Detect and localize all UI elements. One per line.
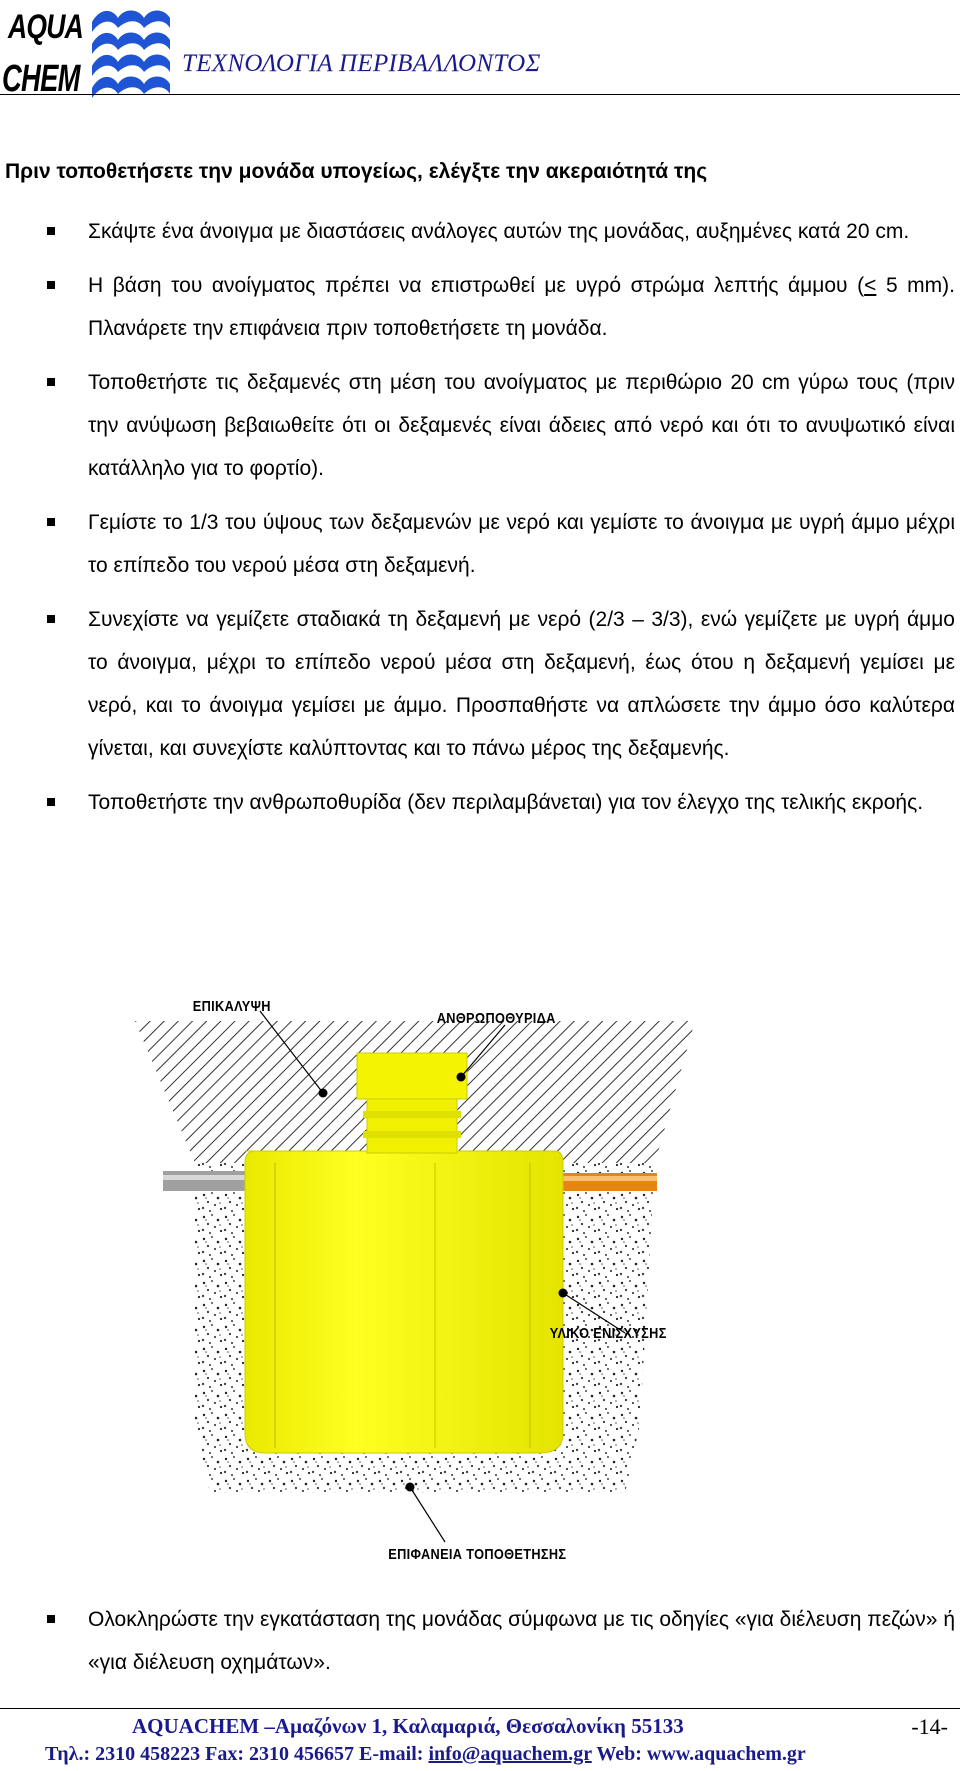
footer-phone-fax: Τηλ.: 2310 458223 Fax: 2310 456657 E-mail: <box>45 1743 429 1765</box>
email-link[interactable]: info@aquachem.gr <box>428 1743 592 1765</box>
list-item <box>0 598 960 770</box>
list-item <box>0 501 960 587</box>
bullet-icon <box>47 798 55 806</box>
outlet-pipe <box>555 1173 657 1191</box>
footer-web: Web: www.aquachem.gr <box>591 1743 806 1765</box>
manhole-cover <box>357 1053 467 1099</box>
final-instruction <box>0 1598 960 1695</box>
label-cover: ΕΠΙΚΑΛΥΨΗ <box>192 996 271 1015</box>
label-backfill: ΥΛΙΚΟ ΕΝΙΣΧΥΣΗΣ <box>549 1323 667 1342</box>
bullet-icon <box>47 227 55 235</box>
item-text: Τοποθετήστε την ανθρωποθυρίδα (δεν περιλαμβάνεται) για τον έλεγχο της τελικής εκροής. <box>88 791 924 814</box>
item-text: Ολοκληρώστε την εγκατάσταση της μονάδας σύμφωνα με τις οδηγίες «για διέλευση πεζών» ή «για διέλευση οχημάτων». <box>88 1608 955 1674</box>
footer-contact <box>45 1743 806 1766</box>
list-item <box>0 264 960 350</box>
item-text-part: Η βάση του ανοίγματος πρέπει να επιστρωθεί με υγρό στρώμα λεπτής άμμου ( <box>88 274 865 297</box>
footer-divider <box>0 1708 960 1709</box>
item-text: Γεμίστε το 1/3 του ύψους των δεξαμενών με νερό και γεμίστε το άνοιγμα με υγρή άμμο μέχρι το επίπεδο του νερού μέσα στη δεξαμενή. <box>88 511 955 577</box>
logo-text-bottom: CHEM <box>2 58 80 100</box>
bullet-icon <box>47 1615 55 1623</box>
list-item <box>0 781 960 824</box>
bullet-icon <box>47 281 55 289</box>
aquachem-logo <box>2 6 172 98</box>
item-text-part: 5 mm). Πλανάρετε την επιφάνεια πριν τοποθετήσετε τη μονάδα. <box>88 274 955 340</box>
label-manhole: ΑΝΘΡΩΠΟΘΥΡΙΔΑ <box>436 1008 556 1027</box>
installation-diagram <box>135 993 695 1580</box>
inlet-pipe <box>163 1171 248 1191</box>
page-number: -14- <box>911 1714 948 1739</box>
tank-body <box>245 1151 563 1453</box>
bullet-icon <box>47 615 55 623</box>
bullet-icon <box>47 378 55 386</box>
item-text: Σκάψτε ένα άνοιγμα με διαστάσεις ανάλογες αυτών της μονάδας, αυξημένες κατά 20 cm. <box>88 220 910 243</box>
list-item <box>0 1598 960 1684</box>
footer-address: AQUACHEM –Αμαζόνων 1, Καλαμαριά, Θεσσαλονίκη 55133 <box>132 1714 684 1738</box>
list-item <box>0 361 960 490</box>
waves-logo-icon <box>86 8 172 100</box>
manhole-neck <box>367 1095 457 1153</box>
item-text: Τοποθετήστε τις δεξαμενές στη μέση του ανοίγματος με περιθώριο 20 cm γύρω τους (πριν την ανύψωση βεβαιωθείτε ότι οι δεξαμενές είναι άδειες από νερό και ότι το ανυψωτικό είναι κατάλληλο για το φορτίο). <box>88 371 955 480</box>
label-base: ΕΠΙΦΑΝΕΙΑ ΤΟΠΟΘΕΤΗΣΗΣ <box>388 1544 567 1563</box>
item-text: Συνεχίστε να γεμίζετε σταδιακά τη δεξαμενή με νερό (2/3 – 3/3), ενώ γεμίζετε με υγρή άμμο το άνοιγμα, μέχρι το επίπεδο νερού μέσα στη δεξαμενή, έως ότου η δεξαμενή γεμίσει με νερό, και το άνοιγμα γεμίσει με άμμο. Προσπαθήστε να απλώσετε την άμμο όσο καλύτερα γίνεται, και συνεχίστε καλύπτοντας και το πάνω μέρος της δεξαμενής. <box>88 608 955 760</box>
instruction-list <box>0 210 960 835</box>
list-item <box>0 210 960 253</box>
header-title: ΤΕΧΝΟΛΟΓΙΑ ΠΕΡΙΒΑΛΛΟΝΤΟΣ <box>182 50 541 77</box>
logo-text-top: AQUA <box>8 8 83 46</box>
section-heading: Πριν τοποθετήσετε την μονάδα υπογείως, ελέγξτε την ακεραιότητά της <box>5 160 708 183</box>
less-equal-symbol: < <box>864 274 877 297</box>
header-divider <box>0 94 960 95</box>
bullet-icon <box>47 518 55 526</box>
